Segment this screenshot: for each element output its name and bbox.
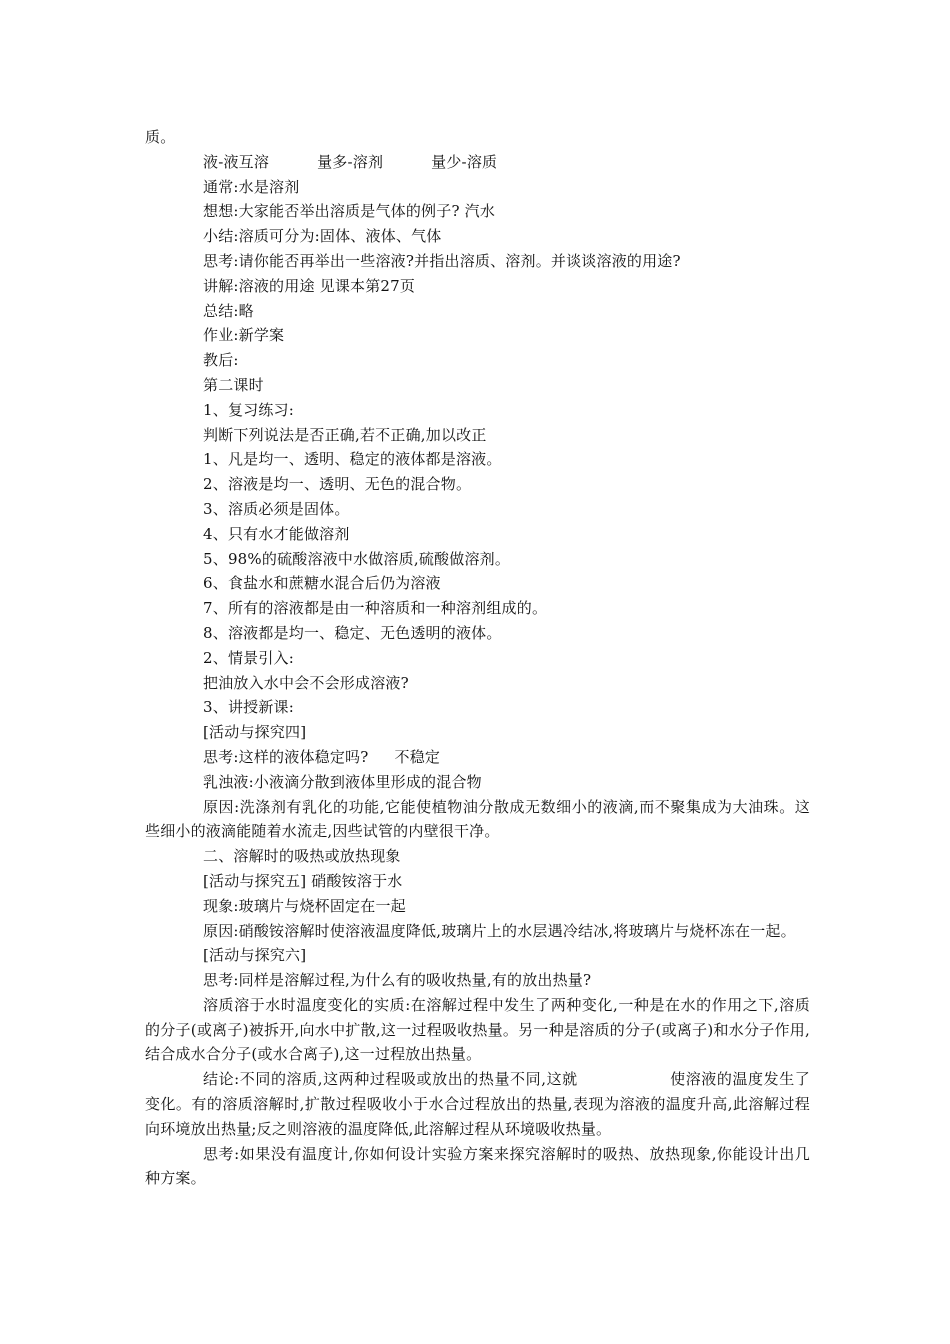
exercise-item: 8、溶液都是均一、稳定、无色透明的液体。: [203, 623, 502, 642]
text-line: [145, 745, 810, 770]
paragraph: 思考:如果没有温度计,你如何设计实验方案来探究溶解时的吸热、放热现象,你能设计出几种方案。: [145, 1144, 810, 1188]
text-line: 思考:请你能否再举出一些溶液?并指出溶质、溶剂。并谈谈溶液的用途?: [203, 251, 681, 270]
exercise-item: 2、溶液是均一、透明、无色的混合物。: [203, 475, 472, 494]
activity-heading: [活动与探究六]: [203, 946, 307, 965]
activity-heading: [活动与探究五] 硝酸铵溶于水: [203, 871, 403, 890]
text-segment: 量少-溶质: [431, 152, 498, 171]
paragraph: 溶质溶于水时温度变化的实质:在溶解过程中发生了两种变化,一种是在水的作用之下,溶质的分子(或离子)被拆开,向水中扩散,这一过程吸收热量。另一种是溶质的分子(或离子)和水分子作用,结合成水合分子(或水合离子),这一过程放出热量。: [145, 995, 810, 1064]
text-line: 通常:水是溶剂: [203, 177, 300, 196]
text-line: 作业:新学案: [203, 326, 285, 345]
text-line: 3、讲授新课:: [203, 698, 294, 717]
lesson-plan-text: [145, 125, 810, 1191]
exercise-item: 7、所有的溶液都是由一种溶质和一种溶剂组成的。: [203, 599, 548, 618]
activity-heading: [活动与探究四]: [203, 723, 307, 742]
exercise-item: 3、溶质必须是固体。: [203, 499, 350, 518]
text-line: 小结:溶质可分为:固体、液体、气体: [203, 227, 442, 246]
paragraph: 原因:洗涤剂有乳化的功能,它能使植物油分散成无数细小的液滴,而不聚集成为大油珠。这些细小的液滴能随着水流走,因些试管的内壁很干净。: [145, 797, 810, 841]
text-line: 讲解:溶液的用途 见课本第27页: [203, 276, 416, 295]
text-line: 判断下列说法是否正确,若不正确,加以改正: [203, 425, 487, 444]
text-line-solution-roles: [145, 150, 810, 175]
text-line: 乳浊液:小液滴分散到液体里形成的混合物: [203, 772, 482, 791]
text-segment: 使溶液的温度发生了变化。有的溶质溶解时,扩散过程吸收小于水合过程放出的热量,表现为溶液的温度升高,此溶解过程向环境放出热量;反之则溶液的温度降低,此溶解过程从环境吸收热量。: [145, 1070, 810, 1138]
text-segment: 量多-溶剂: [317, 152, 384, 171]
exercise-item: 5、98%的硫酸溶液中水做溶质,硫酸做溶剂。: [203, 549, 511, 568]
text-line: 想想:大家能否举出溶质是气体的例子? 汽水: [203, 202, 496, 221]
paragraph-conclusion: [145, 1067, 810, 1141]
text-line: 现象:玻璃片与烧杯固定在一起: [203, 896, 406, 915]
exercise-item: 6、食盐水和蔗糖水混合后仍为溶液: [203, 574, 441, 593]
exercise-item: 1、凡是均一、透明、稳定的液体都是溶液。: [203, 450, 502, 469]
text-line: 质。: [145, 128, 176, 146]
text-segment: 不稳定: [394, 747, 441, 766]
text-line: 教后:: [203, 351, 239, 370]
exercise-item: 4、只有水才能做溶剂: [203, 524, 350, 543]
text-segment: 结论:不同的溶质,这两种过程吸或放出的热量不同,这就: [203, 1070, 578, 1089]
text-line: 2、情景引入:: [203, 648, 294, 667]
text-line: 思考:同样是溶解过程,为什么有的吸收热量,有的放出热量?: [203, 971, 592, 990]
text-line: 总结:略: [203, 301, 254, 320]
section-heading: 二、溶解时的吸热或放热现象: [203, 847, 401, 866]
paragraph: 原因:硝酸铵溶解时使溶液温度降低,玻璃片上的水层遇冷结冰,将玻璃片与烧杯冻在一起。: [203, 921, 796, 940]
text-line: 1、复习练习:: [203, 400, 294, 419]
text-segment: 思考:这样的液体稳定吗?: [203, 747, 369, 766]
section-heading: 第二课时: [203, 375, 264, 394]
text-segment: 液-液互溶: [203, 152, 270, 171]
text-line: 把油放入水中会不会形成溶液?: [203, 673, 409, 692]
